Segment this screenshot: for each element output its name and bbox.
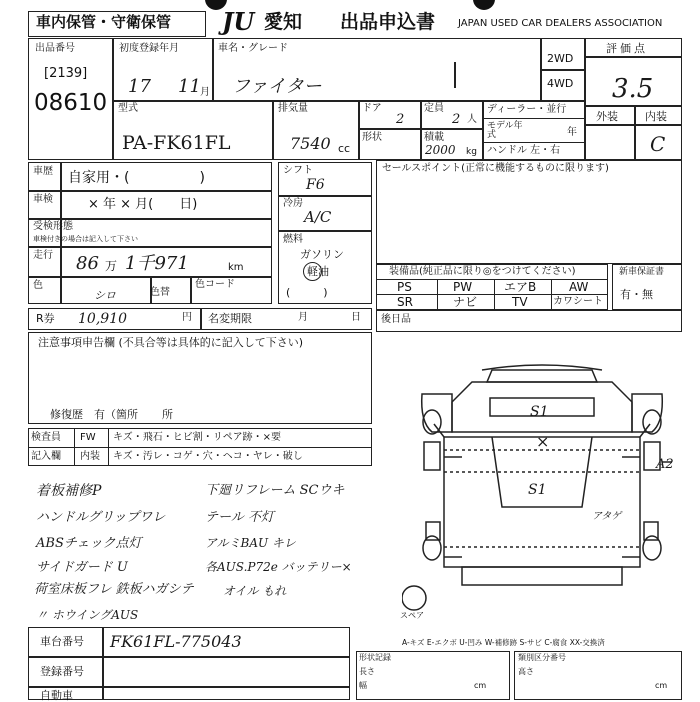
height-label: 高さ [518, 667, 534, 676]
inspection-label: 車検 [33, 194, 53, 205]
damage-mark-right: A2 [656, 457, 674, 472]
lot-number: 08610 [34, 90, 108, 116]
length-label: 長さ [359, 667, 375, 676]
inspector-fw: FW [80, 432, 96, 443]
spare-label: スペア [400, 611, 424, 620]
cooling-label: 冷房 [283, 198, 303, 209]
capacity-label: 定員 [424, 103, 444, 114]
color-code-label: 色コード [195, 279, 235, 290]
storage-label: 車内保管・守衛保管 [36, 13, 172, 31]
mileage-man: 86 [76, 253, 99, 274]
drive-2wd: 2WD [547, 52, 574, 65]
damage-mark-mid: S1 [528, 482, 547, 498]
car-name-label: 車名・グレード [218, 43, 288, 54]
guarantee-label: 新車保証書 [619, 267, 665, 277]
reception-label: 受検形態 [33, 221, 73, 232]
chassis-label: 車台番号 [40, 635, 84, 648]
shape-record-label: 形状記録 [359, 653, 391, 662]
note-line: オイル もれ [223, 584, 287, 598]
month-unit: 月 [200, 87, 210, 98]
score-value: 3.5 [612, 74, 654, 104]
punch-mark [473, 0, 495, 10]
note-line: テール 不灯 [205, 510, 274, 525]
reg-label: 登録番号 [40, 665, 84, 678]
score-label: 評価点 [606, 42, 648, 55]
note-line: ハンドルグリップワレ [36, 510, 166, 525]
equip-pw: PW [453, 280, 473, 294]
note-line: 〃 ホウイングAUS [36, 608, 139, 622]
inspector-row1-items: キズ・飛石・ヒビ割・リペア跡・×要 [113, 432, 281, 443]
tax-label: R券 [36, 312, 55, 325]
load-value: 2000 [425, 143, 456, 157]
cm-unit: cm [474, 681, 487, 690]
repair-label: 修復歴 有（箇所 [50, 408, 138, 421]
color-change-label: 色替 [150, 287, 170, 298]
load-label: 積載 [424, 132, 444, 143]
capacity-value: 2 [452, 112, 461, 127]
note-line: 各AUS.P72e バッテリー× [205, 560, 352, 574]
note-line: ABSチェック点灯 [36, 536, 142, 551]
mileage-rest: 1千971 [125, 253, 189, 274]
note-line: 着板補修P [36, 483, 102, 499]
inspector-interior: 内装 [80, 451, 100, 462]
cooling-value: A/C [304, 208, 332, 226]
damage-mark-side: アタゲ [592, 511, 622, 522]
name-change-label: 名変期限 [208, 312, 252, 325]
lot-sub-number: [2139] [44, 66, 88, 81]
mileage-unit: 万 [105, 259, 118, 273]
model-year-label: モデル年式 [487, 121, 523, 140]
tax-value: 10,910 [78, 311, 127, 327]
load-unit: kg [466, 147, 477, 157]
note-line: サイドガード U [36, 560, 128, 575]
mileage-label: 走行 [33, 250, 53, 261]
damage-mark-cross: × [536, 432, 550, 451]
shift-label: シフト [283, 165, 313, 176]
dealer-label: ディーラー・並行 [487, 104, 567, 115]
inspection-value: × 年 × 月( 日) [88, 197, 198, 212]
equip-navi: ナビ [453, 295, 478, 309]
sales-point-label: セールスポイント(正常に機能するものに限ります) [382, 163, 609, 174]
name-change-day: 日 [351, 312, 361, 323]
rear-box [376, 310, 682, 332]
car-name: ファイター [232, 76, 322, 97]
note-line: アルミBAU キレ [205, 536, 296, 550]
mileage-km: km [228, 262, 244, 273]
first-reg-label: 初度登録年月 [119, 43, 179, 54]
exterior-label: 外装 [596, 110, 618, 123]
capacity-unit: 人 [467, 114, 477, 125]
width-label: 幅 [359, 681, 367, 690]
entry-label: 記入欄 [31, 451, 61, 462]
class-number-label: 類別区分番号 [518, 653, 566, 662]
first-reg-year: 17 [128, 76, 151, 97]
fuel-value-gasoline: ガソリン [300, 248, 344, 261]
equipment-label: 装備品(純正品に限り◎をつけてください) [389, 266, 576, 277]
displacement-value: 7540 [290, 134, 331, 153]
cm-unit: cm [655, 681, 668, 690]
doors-label: ドア [362, 103, 382, 114]
damage-legend: A-キズ E-エクボ U-凹み W-補修跡 S-サビ C-腐食 XX-交換済 [402, 638, 605, 647]
color-label: 色 [33, 280, 43, 291]
note-line: 下廻リフレーム SCウキ [205, 483, 345, 498]
interior-score: C [650, 132, 666, 156]
lot-number-label: 出品番号 [35, 43, 75, 54]
form-title: 出品申込書 [340, 11, 436, 33]
shift-block [278, 162, 372, 304]
equip-ps: PS [397, 280, 412, 294]
fuel-value-diesel: 軽油 [307, 265, 329, 278]
chassis-value: FK61FL-775043 [110, 632, 242, 651]
notice-label: 注意事項申告欄 (不具合等は具体的に記入して下さい) [38, 336, 304, 349]
inspector-row2-items: キズ・汚レ・コゲ・穴・ヘコ・ヤレ・破し [113, 451, 303, 462]
history-value: 自家用・( ) [68, 170, 205, 186]
rear-label: 後日品 [381, 314, 411, 325]
interior-label: 内装 [645, 110, 667, 123]
model-value: PA-FK61FL [122, 132, 231, 154]
model-label: 型式 [118, 103, 138, 114]
doors-value: 2 [396, 112, 405, 127]
equip-tv: TV [512, 295, 528, 309]
inspector-label: 検査員 [31, 432, 61, 443]
fuel-label: 燃料 [283, 234, 303, 245]
displacement-label: 排気量 [278, 103, 308, 114]
year-unit: 年 [567, 127, 577, 138]
fuel-circle [303, 262, 322, 281]
first-reg-month: 11 [178, 76, 201, 97]
history-label: 車歴 [33, 166, 53, 177]
displacement-unit: cc [338, 142, 351, 155]
tax-unit: 円 [182, 312, 192, 323]
damage-mark-top: S1 [530, 404, 549, 420]
note-line: 荷室床板フレ 鉄板ハガシテ [34, 582, 194, 597]
sales-point-box [376, 160, 682, 264]
equip-airbag: エアB [504, 280, 537, 294]
association-name: JAPAN USED CAR DEALERS ASSOCIATION [458, 18, 663, 29]
equip-aw: AW [569, 280, 589, 294]
handle-label: ハンドル 左・右 [487, 145, 561, 156]
equip-sr: SR [397, 295, 413, 309]
plate-label: 自動車 [40, 689, 73, 702]
logo: JU [222, 7, 255, 36]
equip-leather: カワシート [553, 296, 603, 307]
reception-note: 車検付きの場合は記入して下さい [33, 235, 138, 243]
color-value: シロ [94, 289, 116, 302]
shift-value: F6 [306, 177, 325, 193]
name-change-month: 月 [298, 312, 308, 323]
branch-name: 愛知 [264, 11, 303, 33]
guarantee-value: 有・無 [620, 288, 653, 301]
shape-label: 形状 [362, 132, 382, 143]
drive-4wd: 4WD [547, 77, 574, 90]
